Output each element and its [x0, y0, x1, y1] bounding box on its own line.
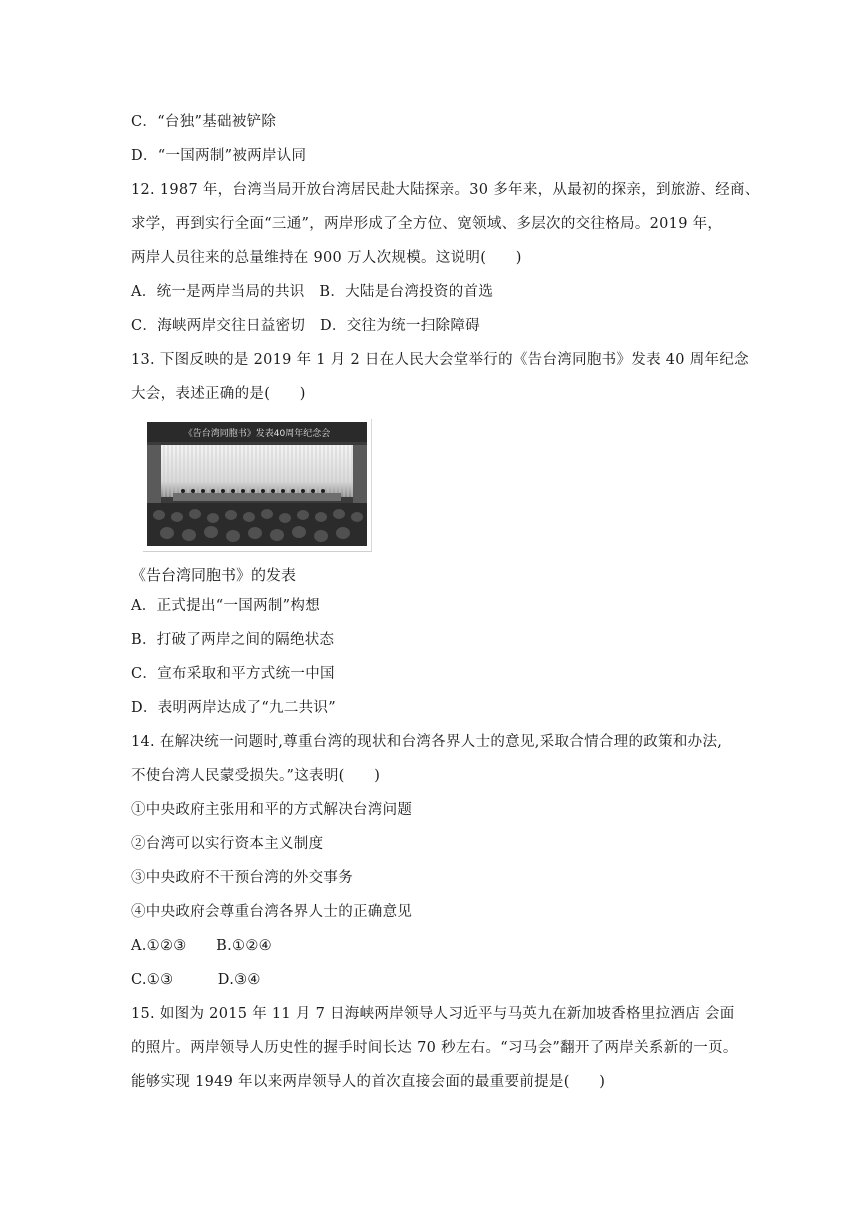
photo-banner-text: 《告台湾同胞书》发表40周年纪念会 [183, 429, 331, 439]
question-13-line-2: 大会，表述正确的是( ) [131, 386, 306, 402]
photo-caption: 《告台湾同胞书》的发表 [131, 566, 297, 584]
option-11c: C．“台独”基础被铲除 [131, 114, 277, 130]
question-13-option-b: B．打破了两岸之间的隔绝状态 [131, 632, 335, 648]
question-15-line-3: 能够实现 1949 年以来两岸领导人的首次直接会面的最重要前提是( ) [131, 1074, 606, 1090]
question-13-option-c: C．宣布采取和平方式统一中国 [131, 666, 335, 682]
question-14-statement-3: ③中央政府不干预台湾的外交事务 [131, 870, 353, 886]
question-14-statement-1: ①中央政府主张用和平的方式解决台湾问题 [131, 802, 413, 818]
question-13-line-1: 13. 下图反映的是 2019 年 1 月 2 日在人民大会堂举行的《告台湾同胞书》发表 40 周年纪念 [131, 352, 749, 368]
question-14-line-2: 不使台湾人民蒙受损失。”这表明( ) [131, 768, 381, 784]
question-14-statement-2: ②台湾可以实行资本主义制度 [131, 836, 324, 852]
question-12-line-1: 12. 1987 年，台湾当局开放台湾居民赴大陆探亲。30 多年来，从最初的探亲，到旅游、经商、 [131, 182, 760, 198]
question-13-option-a: A．正式提出“一国两制”构想 [131, 598, 320, 614]
question-12-line-2: 求学，再到实行全面“三通”，两岸形成了全方位、宽领域、多层次的交往格局。2019 年， [131, 216, 723, 232]
question-12-options-ab: A．统一是两岸当局的共识 B．大陆是台湾投资的首选 [131, 284, 494, 300]
question-14-statement-4: ④中央政府会尊重台湾各界人士的正确意见 [131, 904, 413, 920]
question-12-options-cd: C．海峡两岸交往日益密切 D．交往为统一扫除障碍 [131, 318, 480, 334]
question-13-option-d: D．表明两岸达成了“九二共识” [131, 700, 336, 716]
question-14-line-1: 14. 在解决统一问题时,尊重台湾的现状和台湾各界人士的意见,采取合情合理的政策和办法, [131, 734, 723, 750]
question-15-line-1: 15. 如图为 2015 年 11 月 7 日海峡两岸领导人习近平与马英九在新加坡香格里拉酒店 会面 [131, 1006, 735, 1022]
conference-photo [143, 419, 372, 552]
question-14-options-cd: C.①③ D.③④ [131, 972, 261, 988]
question-15-line-2: 的照片。两岸领导人历史性的握手时间长达 70 秒左右。“习马会”翻开了两岸关系新的一页。 [131, 1040, 738, 1056]
option-11d: D．“一国两制”被两岸认同 [131, 148, 307, 164]
question-12-line-3: 两岸人员往来的总量维持在 900 万人次规模。这说明( ) [131, 250, 522, 266]
question-14-options-ab: A.①②③ B.①②④ [131, 938, 272, 954]
